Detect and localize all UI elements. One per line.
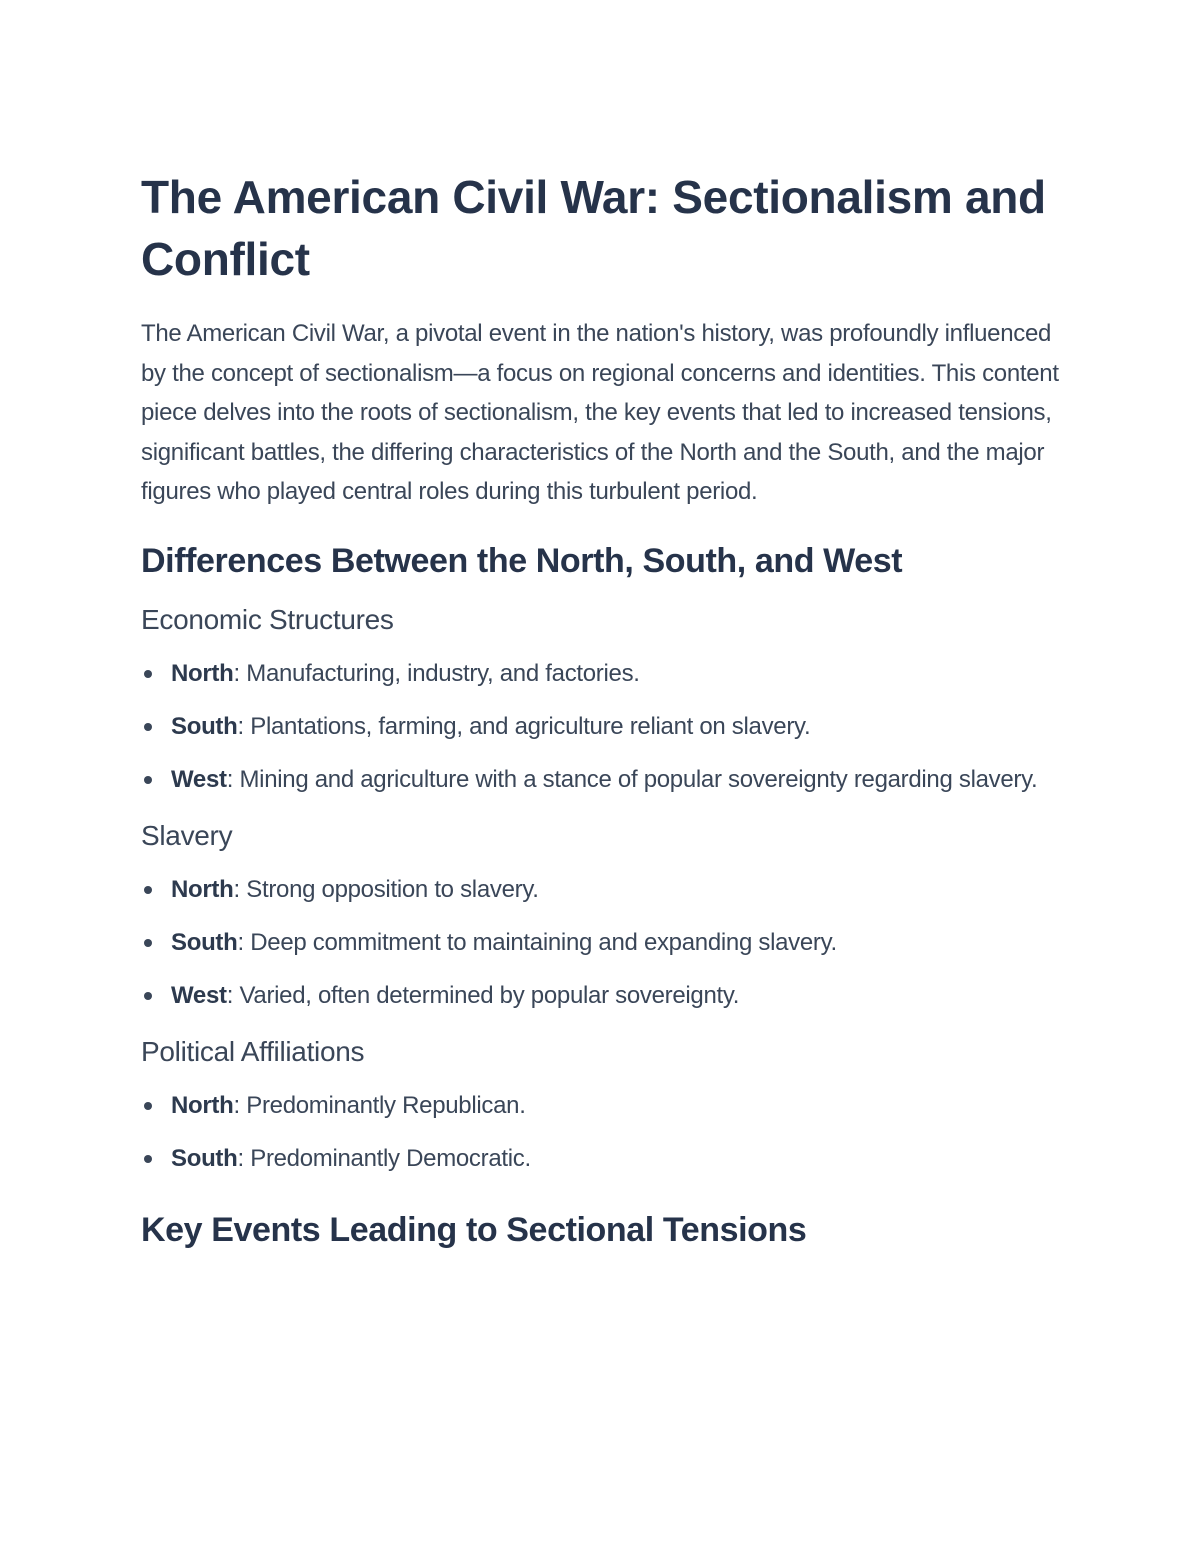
bullet-icon	[144, 776, 152, 784]
subheading-political-affiliations: Political Affiliations	[141, 1035, 365, 1067]
list-item	[141, 976, 1061, 1016]
list-item	[141, 1139, 1061, 1179]
slavery-list	[141, 870, 1061, 1016]
list-item-term: West	[171, 981, 227, 1009]
list-item-term: South	[171, 1144, 238, 1172]
bullet-icon	[144, 992, 152, 1000]
intro-paragraph: The American Civil War, a pivotal event in the nation's history, was profoundly influenced by the concept of sectionalism—a focus on regional concerns and identities. This content piece delves into the roots of sectionalism, the key events that led to increased tensions, significant battles, the differing characteristics of the North and the South, and the major figures who played central roles during this turbulent period.	[141, 320, 1059, 506]
list-item-text: Strong opposition to slavery.	[246, 875, 539, 903]
page-title: The American Civil War: Sectionalism and Conflict	[141, 171, 1046, 285]
list-item-text: Plantations, farming, and agriculture reliant on slavery.	[250, 712, 811, 740]
bullet-icon	[144, 723, 152, 731]
list-item-text: Deep commitment to maintaining and expanding slavery.	[250, 928, 837, 956]
subheading-economic-structures: Economic Structures	[141, 603, 394, 635]
subheading-slavery: Slavery	[141, 819, 233, 851]
list-item-text: Mining and agriculture with a stance of popular sovereignty regarding slavery.	[239, 765, 1038, 793]
document-page	[141, 166, 1061, 1253]
list-item-separator: :	[233, 875, 247, 903]
list-item-separator: :	[237, 928, 251, 956]
bullet-icon	[144, 939, 152, 947]
bullet-icon	[144, 1102, 152, 1110]
list-item	[141, 923, 1061, 963]
political-list	[141, 1086, 1061, 1179]
list-item-text: Varied, often determined by popular sovereignty.	[239, 981, 740, 1009]
section-heading-key-events: Key Events Leading to Sectional Tensions	[141, 1210, 807, 1249]
list-item-separator: :	[226, 981, 240, 1009]
list-item-separator: :	[233, 659, 247, 687]
list-item	[141, 707, 1061, 747]
list-item-term: North	[171, 875, 234, 903]
list-item-separator: :	[237, 712, 251, 740]
list-item-separator: :	[226, 765, 240, 793]
list-item-term: South	[171, 712, 238, 740]
list-item-text: Predominantly Democratic.	[250, 1144, 531, 1172]
bullet-icon	[144, 886, 152, 894]
list-item	[141, 760, 1061, 800]
list-item-text: Predominantly Republican.	[246, 1091, 526, 1119]
list-item-separator: :	[237, 1144, 251, 1172]
list-item-term: South	[171, 928, 238, 956]
list-item-term: West	[171, 765, 227, 793]
list-item	[141, 1086, 1061, 1126]
bullet-icon	[144, 1155, 152, 1163]
list-item-separator: :	[233, 1091, 247, 1119]
economic-list	[141, 654, 1061, 800]
list-item-text: Manufacturing, industry, and factories.	[246, 659, 640, 687]
list-item-term: North	[171, 659, 234, 687]
list-item-term: North	[171, 1091, 234, 1119]
bullet-icon	[144, 670, 152, 678]
list-item	[141, 654, 1061, 694]
section-heading-differences: Differences Between the North, South, and West	[141, 541, 903, 580]
list-item	[141, 870, 1061, 910]
